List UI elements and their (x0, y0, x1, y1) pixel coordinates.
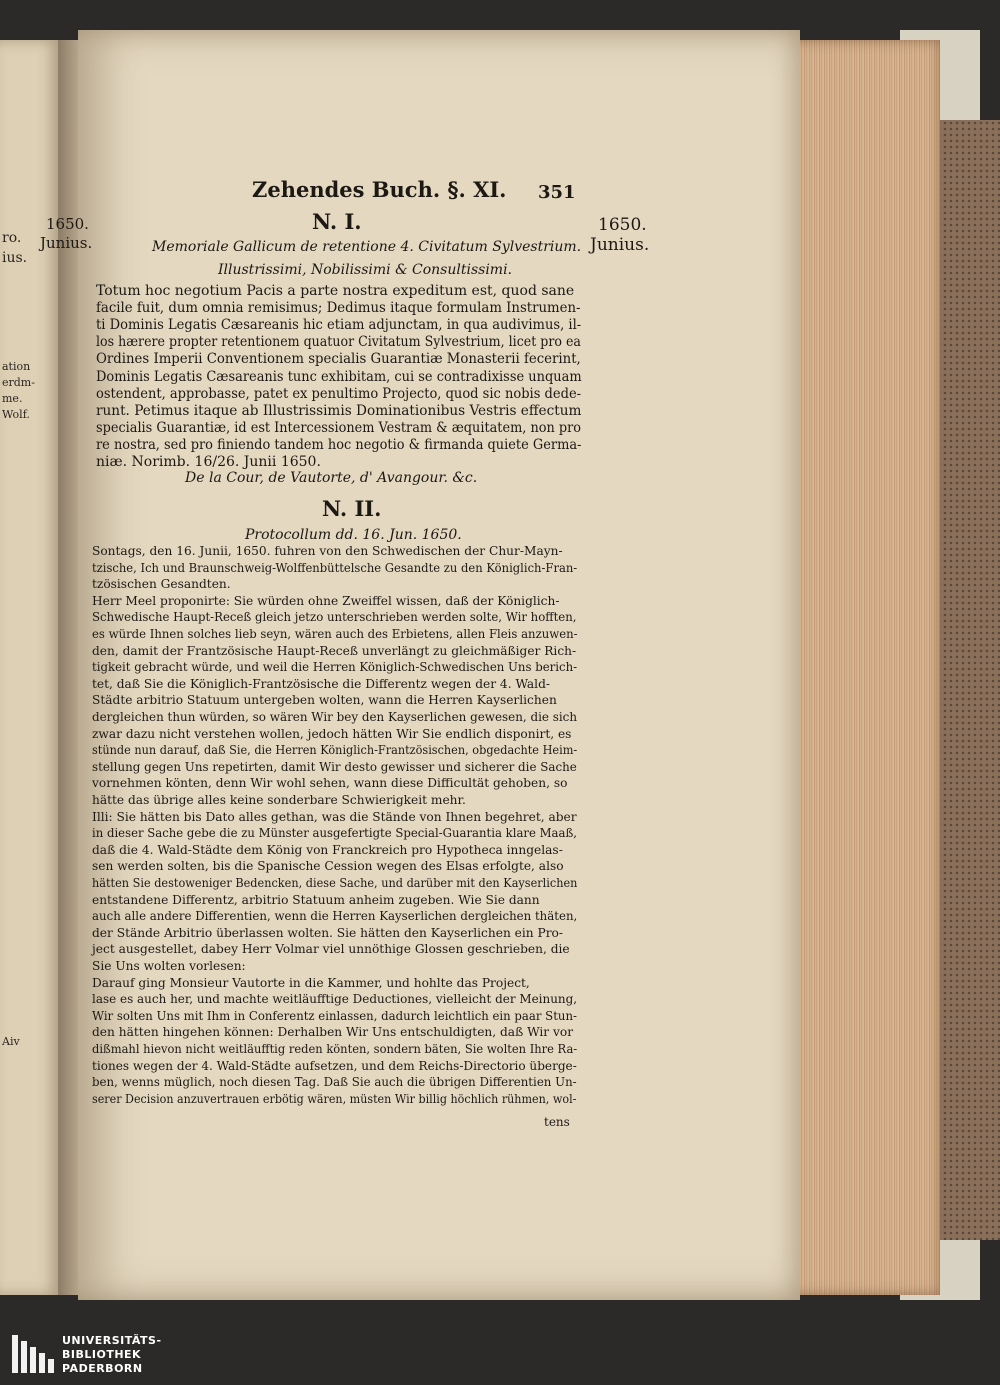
speckled-board (930, 120, 1000, 1240)
text-line: Wir solten Uns mit Ihm in Conferentz einlassen, dadurch leichtlich ein paar Stun- (92, 1008, 577, 1023)
text-line: stellung gegen Uns repetirten, damit Wir desto gewisser und sicherer die Sache (92, 759, 577, 774)
text-line: facile fuit, dum omnia remisimus; Dedimus itaque formulam Instrumen- (96, 300, 581, 317)
text-line: es würde Ihnen solches lieb seyn, wären auch des Erbietens, allen Fleis anzuwen- (92, 627, 578, 641)
text-line: Herr Meel proponirte: Sie würden ohne Zweiffel wissen, daß der Königlich- (92, 593, 560, 608)
text-line: hätten Sie destoweniger Bedencken, diese Sache, und darüber mit den Kayserlichen (92, 876, 578, 890)
text-line: daß die 4. Wald-Städte dem König von Franckreich pro Hypotheca inngelas- (92, 842, 563, 857)
text-line: tigkeit gebracht würde, und weil die Herren Königlich-Schwedischen Uns berich- (92, 660, 578, 675)
text-line: niæ. Norimb. 16/26. Junii 1650. (96, 454, 321, 470)
text-line: Sontags, den 16. Junii, 1650. fuhren von den Schwedischen der Chur-Mayn- (92, 544, 563, 558)
text-line: in dieser Sache gebe die zu Münster ausgefertigte Special-Guarantia klare Maaß, (92, 826, 578, 841)
text-line: hätte das übrige alles keine sonderbare Schwierigkeit mehr. (92, 793, 466, 807)
left-margin-line: ius. (2, 250, 28, 266)
text-line: re nostra, sed pro finiendo tandem hoc negotio & firmanda quiete Germa- (96, 436, 582, 453)
text-line: vornehmen könten, denn Wir wohl sehen, wann diese Difficultät gehoben, so (92, 776, 568, 791)
text-line: dergleichen thun würden, so wären Wir bey den Kayserlichen gewesen, die sich (92, 710, 578, 724)
left-margin-line: me. (2, 392, 23, 405)
left-margin-line: ro. (2, 230, 22, 246)
left-margin-line: Aiv (2, 1035, 20, 1048)
salutation: Illustrissimi, Nobilissimi & Consultissimi. (218, 262, 513, 278)
text-line: auch alle andere Differentien, wenn die Herren Kayserlichen dergleichen thäten, (92, 909, 578, 924)
section-subtitle: Protocollum dd. 16. Jun. 1650. (245, 527, 462, 543)
section-number: N. II. (322, 496, 382, 521)
text-line: Totum hoc negotium Pacis a parte nostra expeditum est, quod sane (96, 283, 575, 299)
page-block-edges (790, 40, 940, 1295)
margin-year-right: 1650. (598, 215, 647, 235)
text-line: ostendent, approbasse, patet ex penultimo Projecto, quod sic nobis dede- (96, 385, 582, 402)
margin-month-right: Junius. (590, 235, 650, 255)
text-line: entstandene Differentz, arbitrio Statuum anheim zugeben. Wie Sie dann (92, 892, 540, 907)
text-line: zwar dazu nicht verstehen wollen, jedoch hätten Wir Sie endlich disponirt, es (92, 726, 572, 741)
text-line: specialis Guarantiæ, id est Intercessionem Vestram & æquitatem, non pro (96, 419, 581, 436)
left-margin-line: ation (2, 360, 31, 373)
text-line: stünde nun darauf, daß Sie, die Herren Königlich-Frantzösischen, obgedachte Heim- (92, 743, 578, 758)
text-line: den hätten hingehen können: Derhalben Wir Uns entschuldigten, daß Wir vor (92, 1025, 574, 1040)
text-line: Darauf ging Monsieur Vautorte in die Kammer, und hohlte das Project, (92, 975, 530, 990)
footer-line: BIBLIOTHEK (62, 1348, 142, 1361)
left-margin-line: erdm- (2, 376, 35, 389)
text-line: tzische, Ich und Braunschweig-Wolffenbüttelsche Gesandte zu den Königlich-Fran- (92, 560, 578, 575)
margin-month-left: Junius. (40, 234, 93, 252)
section-subtitle: Memoriale Gallicum de retentione 4. Civitatum Sylvestrium. (152, 239, 582, 255)
text-line: Dominis Legatis Cæsareanis tunc exhibitam, cui se contradixisse unquam (96, 368, 582, 385)
text-line: dißmahl hievon nicht weitläufftig reden könten, sondern bäten, Sie wolten Ihre Ra- (92, 1042, 578, 1056)
text-line: Städte arbitrio Statuum untergeben wolten, wann die Herren Kayserlichen (92, 693, 557, 708)
text-line: Schwedische Haupt-Receß gleich jetzo unterschrieben werden solte, Wir hofften, (92, 610, 577, 625)
text-line: den, damit der Frantzösische Haupt-Receß unverlängt zu gleichmäßiger Rich- (92, 643, 577, 658)
margin-year-left: 1650. (46, 215, 89, 233)
left-margin-line: Wolf. (2, 408, 30, 421)
text-line: Ordines Imperii Conventionem specialis Guarantiæ Monasterii fecerint, (96, 351, 581, 368)
footer-line: PADERBORN (62, 1362, 143, 1375)
catchword: tens (544, 1115, 570, 1129)
text-line: sen werden solten, bis die Spanische Cession wegen des Elsas erfolgte, also (92, 859, 564, 874)
text-line: tet, daß Sie die Königlich-Frantzösische die Differentz wegen der 4. Wald- (92, 676, 550, 691)
signatories: De la Cour, de Vautorte, d' Avangour. &c. (185, 470, 478, 486)
text-line: ti Dominis Legatis Cæsareanis hic etiam adjunctam, in qua audivimus, il- (96, 317, 582, 334)
footer-line: UNIVERSITÄTS- (62, 1334, 162, 1347)
text-line: tiones wegen der 4. Wald-Städte aufsetzen, und dem Reichs-Directorio überge- (92, 1058, 577, 1073)
library-logo (12, 1335, 56, 1373)
text-line: ben, wenns müglich, noch diesen Tag. Daß Sie auch die übrigen Differentien Un- (92, 1075, 577, 1090)
text-line: serer Decision anzuvertrauen erbötig wären, müsten Wir billig höchlich rühmen, wol- (92, 1091, 577, 1106)
text-line: der Stände Arbitrio überlassen wolten. Sie hätten den Kayserlichen ein Pro- (92, 925, 563, 940)
section-number: N. I. (312, 209, 362, 234)
text-line: Sie Uns wolten vorlesen: (92, 959, 246, 973)
running-title: Zehendes Buch. §. XI. (252, 177, 507, 202)
text-line: tzösischen Gesandten. (92, 577, 231, 592)
text-line: los hærere propter retentionem quatuor Civitatum Sylvestrium, licet pro ea (96, 334, 581, 351)
text-line: ject ausgestellet, dabey Herr Volmar viel unnöthige Glossen geschrieben, die (92, 942, 570, 957)
text-line: Illi: Sie hätten bis Dato alles gethan, was die Stände von Ihnen begehret, aber (92, 809, 577, 824)
text-line: runt. Petimus itaque ab Illustrissimis Dominationibus Vestris effectum (96, 402, 582, 419)
text-line: lase es auch her, und machte weitläufftige Deductiones, vielleicht der Meinung, (92, 992, 578, 1007)
page-number: 351 (538, 182, 576, 203)
